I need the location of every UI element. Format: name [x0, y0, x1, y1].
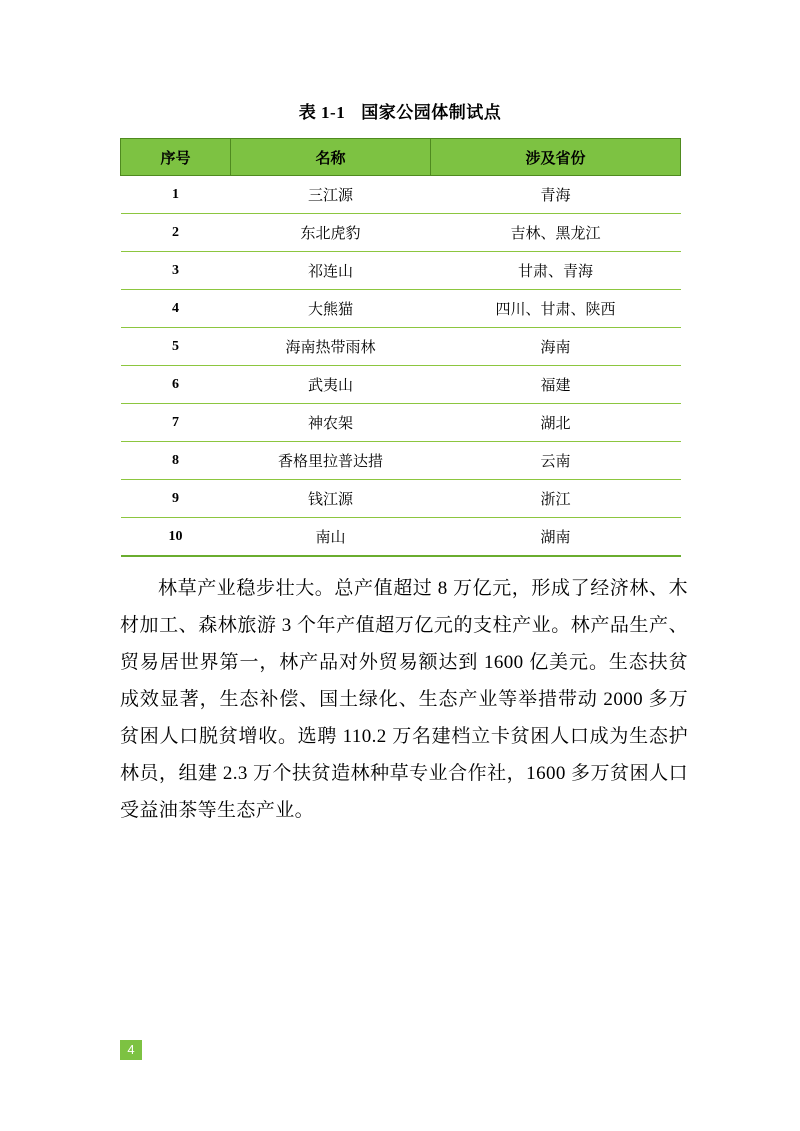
- cell-index: 6: [121, 366, 231, 404]
- cell-name: 武夷山: [231, 366, 431, 404]
- cell-provinces: 甘肃、青海: [431, 252, 681, 290]
- cell-index: 2: [121, 214, 231, 252]
- table-header-provinces: 涉及省份: [431, 139, 681, 176]
- table-header-name: 名称: [231, 139, 431, 176]
- table-header-row: [121, 139, 681, 176]
- cell-index: 4: [121, 290, 231, 328]
- cell-name: 神农架: [231, 404, 431, 442]
- cell-index: 10: [121, 518, 231, 557]
- cell-index: 1: [121, 176, 231, 214]
- cell-name: 海南热带雨林: [231, 328, 431, 366]
- cell-name: 东北虎豹: [231, 214, 431, 252]
- table-row: [121, 366, 681, 404]
- table-caption-number: 表 1-1: [298, 103, 346, 122]
- cell-provinces: 湖北: [431, 404, 681, 442]
- cell-index: 8: [121, 442, 231, 480]
- table-row: [121, 328, 681, 366]
- national-park-pilot-table: [120, 138, 681, 557]
- table-caption-text: 国家公园体制试点: [361, 103, 502, 122]
- cell-provinces: 四川、甘肃、陕西: [431, 290, 681, 328]
- national-park-pilot-table-wrapper: [120, 138, 680, 557]
- cell-name: 香格里拉普达措: [231, 442, 431, 480]
- cell-name: 祁连山: [231, 252, 431, 290]
- cell-provinces: 浙江: [431, 480, 681, 518]
- table-row: [121, 404, 681, 442]
- table-row: [121, 176, 681, 214]
- page-number-badge: 4: [120, 1040, 142, 1060]
- table-row: [121, 214, 681, 252]
- table-header-index: 序号: [121, 139, 231, 176]
- cell-name: 三江源: [231, 176, 431, 214]
- cell-provinces: 云南: [431, 442, 681, 480]
- cell-index: 9: [121, 480, 231, 518]
- cell-name: 南山: [231, 518, 431, 557]
- cell-provinces: 海南: [431, 328, 681, 366]
- cell-provinces: 福建: [431, 366, 681, 404]
- cell-provinces: 青海: [431, 176, 681, 214]
- cell-index: 7: [121, 404, 231, 442]
- table-body: [121, 176, 681, 557]
- table-row: [121, 480, 681, 518]
- cell-provinces: 吉林、黑龙江: [431, 214, 681, 252]
- body-paragraph: 林草产业稳步壮大。总产值超过 8 万亿元，形成了经济林、木材加工、森林旅游 3 个年产值超万亿元的支柱产业。林产品生产、贸易居世界第一，林产品对外贸易额达到 1600 亿美元。生态扶贫成效显著，生态补偿、国土绿化、生态产业等举措带动 2000 多万贫困人口脱贫增收。选聘 110.2 万名建档立卡贫困人口成为生态护林员，组建 2.3 万个扶贫造林种草专业合作社，1600 多万贫困人口受益油茶等生态产业。: [120, 578, 688, 821]
- table-row: [121, 442, 681, 480]
- table-caption: [120, 98, 680, 123]
- cell-index: 3: [121, 252, 231, 290]
- cell-name: 钱江源: [231, 480, 431, 518]
- table-row: [121, 518, 681, 557]
- table-row: [121, 252, 681, 290]
- cell-index: 5: [121, 328, 231, 366]
- table-row: [121, 290, 681, 328]
- cell-provinces: 湖南: [431, 518, 681, 557]
- cell-name: 大熊猫: [231, 290, 431, 328]
